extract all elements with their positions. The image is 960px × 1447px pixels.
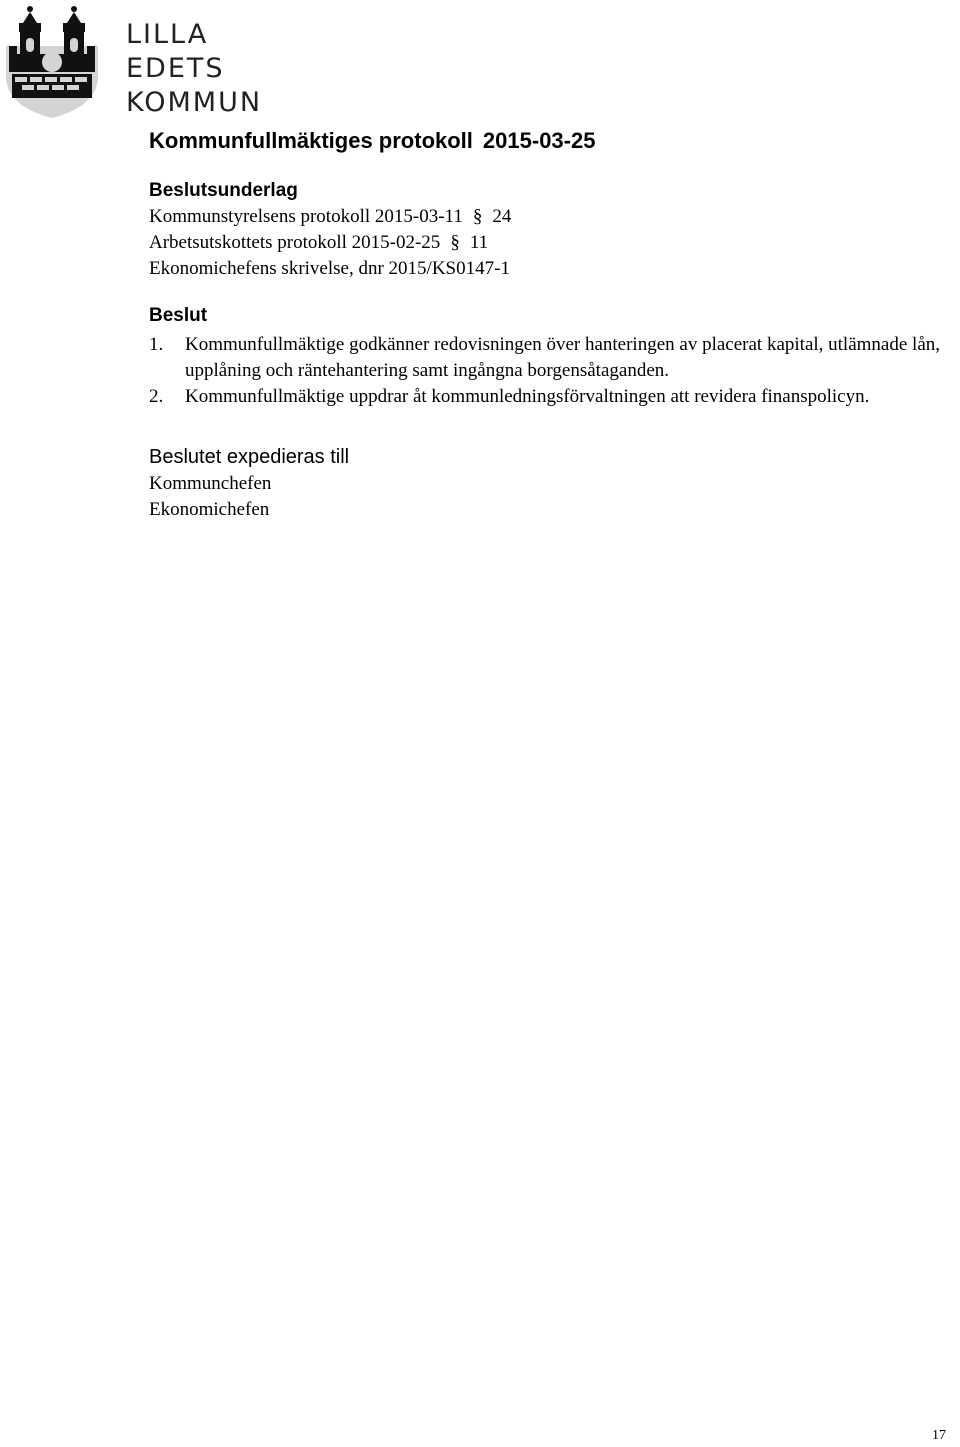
underlag-item: Arbetsutskottets protokoll 2015-02-25 § 11 [149, 232, 489, 253]
expedieras-list [149, 471, 949, 523]
section-sign: § [472, 206, 483, 227]
underlag-item: Ekonomichefens skrivelse, dnr 2015/KS0147-1 [149, 258, 510, 279]
castle-crest-icon [2, 2, 102, 120]
logo-line-1: LILLA EDETS [126, 19, 225, 84]
page-number: 17 [932, 1428, 946, 1443]
beslut-number: 1. [149, 334, 164, 355]
expedieras-heading: Beslutet expedieras till [149, 446, 350, 468]
beslut-text: Kommunfullmäktige uppdrar åt kommunledningsförvaltningen att revidera finanspolicyn. [185, 386, 870, 407]
recipient: Kommunchefen [149, 473, 272, 494]
beslut-text: Kommunfullmäktige godkänner redovisningen över hanteringen av placerat kapital, utlämnade lån, upplåning och räntehantering samt ingångna borgensåtaganden. [185, 334, 940, 381]
underlag-heading: Beslutsunderlag [149, 180, 298, 201]
logo-line-2: KOMMUN [126, 87, 263, 118]
title-date: 2015-03-25 [482, 128, 596, 153]
underlag-list [149, 204, 949, 282]
section-sign: § [450, 232, 460, 253]
underlag-item: Kommunstyrelsens protokoll 2015-03-11 § 24 [149, 206, 512, 227]
beslut-number: 2. [149, 386, 164, 407]
document-body [149, 126, 949, 523]
recipient: Ekonomichefen [149, 499, 270, 520]
logo-wordmark [126, 18, 300, 120]
beslut-list [149, 332, 949, 410]
beslut-item [149, 384, 949, 410]
page-title [149, 126, 949, 156]
title-text: Kommunfullmäktiges protokoll [149, 128, 473, 153]
beslut-heading: Beslut [149, 305, 208, 326]
municipality-logo [0, 0, 300, 122]
beslut-item [149, 332, 949, 384]
